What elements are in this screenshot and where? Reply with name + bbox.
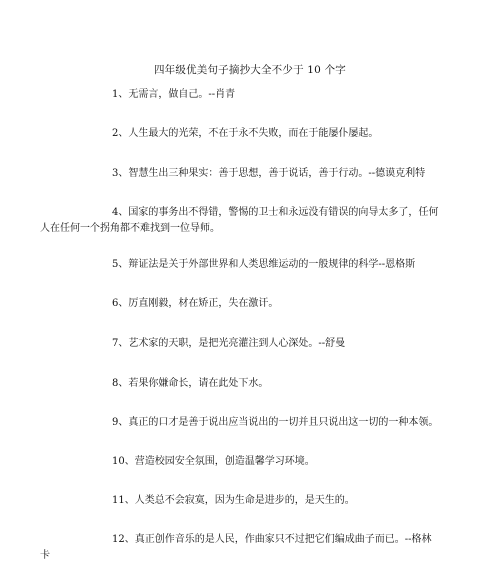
quote-item: 9、真正的口才是善于说出应当说出的一切并且只说出这一切的一种本领。 (112, 417, 439, 428)
quote-item: 8、若果你嫌命长，请在此处下水。 (112, 378, 269, 389)
quote-item: 3、智慧生出三种果实：善于思想，善于说话，善于行动。--德谟克利特 (112, 168, 426, 179)
quote-item: 1、无需言，做自己。--肖青 (112, 89, 236, 100)
quote-item: 11、人类总不会寂寞，因为生命是进步的，是天生的。 (112, 495, 355, 506)
quote-item: 4、国家的事务出不得错，警惕的卫士和永远没有错误的向导太多了，任何人在任何一个拐角都不难找到一位导师。 (40, 207, 439, 234)
quote-item: 10、营造校园安全氛围，创造温馨学习环境。 (112, 456, 315, 467)
quote-item: 2、人生最大的光荣，不在于永不失败，而在于能屡仆屡起。 (112, 128, 379, 139)
quote-item: 5、辩证法是关于外部世界和人类思维运动的一般规律的科学--恩格斯 (112, 259, 416, 270)
quote-item: 7、艺术家的天职，是把光亮灌注到人心深处。--舒曼 (112, 338, 346, 349)
quote-item: 12、真正创作音乐的是人民，作曲家只不过把它们编成曲子而已。--格林卡 (40, 534, 432, 561)
document-title: 四年级优美句子摘抄大全不少于 10 个字 (153, 64, 347, 76)
quote-item: 6、厉直刚毅，材在矫正，失在激讦。 (112, 298, 279, 309)
